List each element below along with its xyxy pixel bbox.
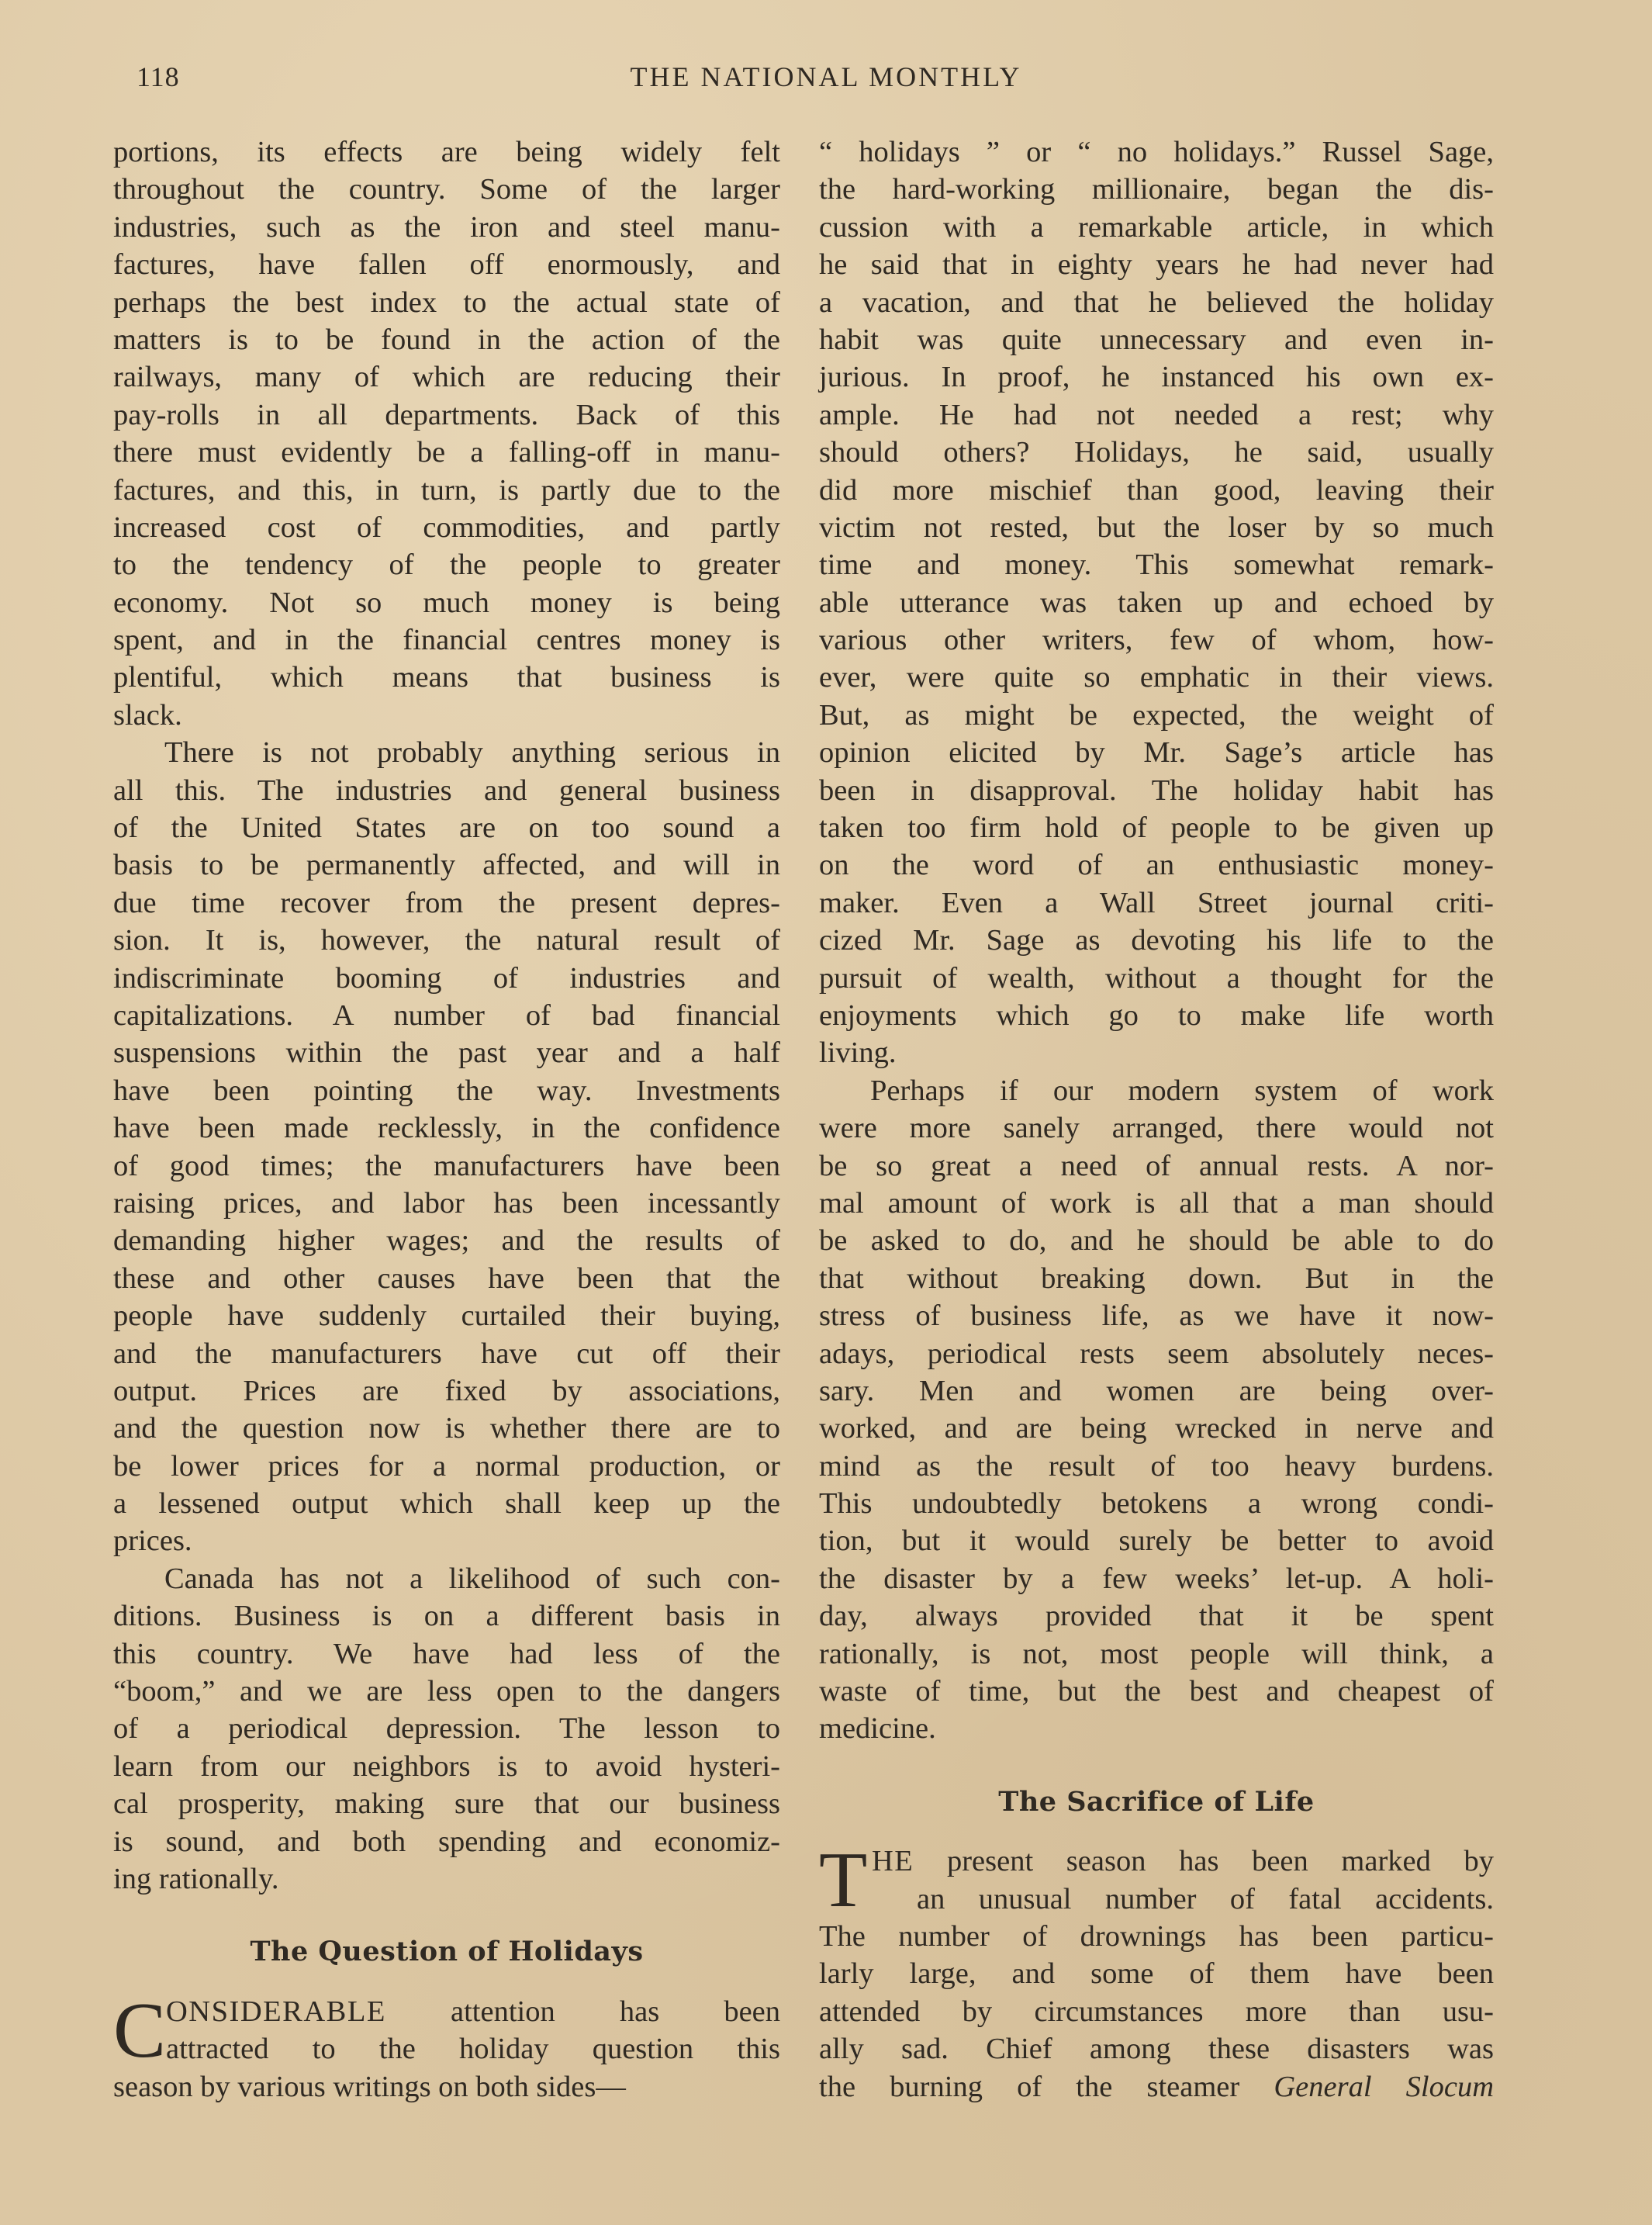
drop-cap: T bbox=[819, 1836, 868, 1925]
text-line: basis to be permanently affected, and will in bbox=[113, 849, 780, 882]
text-line: the disaster by a few weeks’ let-up. A holi- bbox=[819, 1562, 1494, 1595]
text-line: “boom,” and we are less open to the dangers bbox=[113, 1675, 780, 1708]
text-line: jurious. In proof, he instanced his own ex- bbox=[819, 361, 1494, 394]
text-line: ample. He had not needed a rest; why bbox=[819, 398, 1494, 431]
text-line: tion, but it would surely be better to avoid bbox=[819, 1524, 1494, 1558]
text-line: larly large, and some of them have been bbox=[819, 1957, 1494, 1991]
text-line: habit was quite unnecessary and even in- bbox=[819, 323, 1494, 356]
text-line: matters is to be found in the action of the bbox=[113, 323, 780, 356]
holidays-opening bbox=[113, 1986, 780, 2106]
text-line: all this. The industries and general business bbox=[113, 773, 780, 807]
text-line: that without breaking down. But in the bbox=[819, 1261, 1494, 1295]
text-line: ally sad. Chief among these disasters was bbox=[819, 2033, 1494, 2066]
text-line: people have suddenly curtailed their buying, bbox=[113, 1299, 780, 1333]
page-number: 118 bbox=[137, 61, 180, 92]
text-line: have been made recklessly, in the confidence bbox=[113, 1112, 780, 1145]
text-line: But, as might be expected, the weight of bbox=[819, 698, 1494, 732]
text-line: indiscriminate booming of industries and bbox=[113, 961, 780, 995]
text-line: opinion elicited by Mr. Sage’s article has bbox=[819, 736, 1494, 770]
text-line: increased cost of commodities, and partly bbox=[113, 510, 780, 544]
text-line: been in disapproval. The holiday habit has bbox=[819, 773, 1494, 807]
left-column bbox=[113, 133, 780, 2106]
text-line: pay-rolls in all departments. Back of this bbox=[113, 398, 780, 431]
text-line: plentiful, which means that business is bbox=[113, 661, 780, 694]
text-line: these and other causes have been that the bbox=[113, 1261, 780, 1295]
text-line: factures, have fallen off enormously, and bbox=[113, 248, 780, 282]
text-line: There is not probably anything serious in bbox=[164, 736, 780, 770]
text-line: sion. It is, however, the natural result of bbox=[113, 924, 780, 957]
text-line: suspensions within the past year and a half bbox=[113, 1036, 780, 1070]
ship-name: General Slocum bbox=[1274, 2070, 1495, 2103]
text-line: and the question now is whether there are to bbox=[113, 1412, 780, 1445]
text-line: have been pointing the way. Investments bbox=[113, 1074, 780, 1107]
text-line: taken too firm hold of people to be given up bbox=[819, 811, 1494, 845]
text-line: stress of business life, as we have it now- bbox=[819, 1299, 1494, 1333]
text-line: worked, and are being wrecked in nerve and bbox=[819, 1412, 1494, 1445]
text-line: ONSIDERABLE attention has been bbox=[166, 1995, 780, 2028]
text-line: is sound, and both spending and economiz- bbox=[113, 1825, 780, 1858]
text-line: ever, were quite so emphatic in their views. bbox=[819, 661, 1494, 694]
section-heading-holidays: The Question of Holidays bbox=[250, 1936, 644, 1968]
text-line: various other writers, few of whom, how- bbox=[819, 624, 1494, 657]
text-line: of a periodical depression. The lesson to bbox=[113, 1712, 780, 1746]
text-line: attended by circumstances more than usu- bbox=[819, 1995, 1494, 2028]
text-line: medicine. bbox=[819, 1712, 936, 1746]
text-line: pursuit of wealth, without a thought for the bbox=[819, 961, 1494, 995]
text-line: Canada has not a likelihood of such con- bbox=[164, 1562, 780, 1595]
text-line: perhaps the best index to the actual state of bbox=[113, 285, 780, 319]
text-line: he said that in eighty years he had never had bbox=[819, 248, 1494, 282]
text-line: railways, many of which are reducing their bbox=[113, 361, 780, 394]
text-line: spent, and in the financial centres money is bbox=[113, 624, 780, 657]
text-line: cized Mr. Sage as devoting his life to the bbox=[819, 924, 1494, 957]
text-line: mind as the result of too heavy burdens. bbox=[819, 1449, 1494, 1483]
text-line: and the manufacturers have cut off their bbox=[113, 1337, 780, 1370]
text-line: factures, and this, in turn, is partly due to the bbox=[113, 473, 780, 507]
text-line: enjoyments which go to make life worth bbox=[819, 998, 1494, 1032]
drop-cap: C bbox=[113, 1986, 167, 2074]
text-line: rationally, is not, most people will think, a bbox=[819, 1637, 1494, 1670]
text-line: of the United States are on too sound a bbox=[113, 811, 780, 845]
text-line: did more mischief than good, leaving their bbox=[819, 473, 1494, 507]
text-line: capitalizations. A number of bad financial bbox=[113, 998, 780, 1032]
text-line: waste of time, but the best and cheapest of bbox=[819, 1675, 1494, 1708]
text-line: able utterance was taken up and echoed by bbox=[819, 586, 1494, 619]
text-line: industries, such as the iron and steel manu- bbox=[113, 210, 780, 244]
text-line: The number of drownings has been particu- bbox=[819, 1919, 1494, 1953]
text-line: “ holidays ” or “ no holidays.” Russel Sage, bbox=[819, 136, 1494, 168]
running-title: THE NATIONAL MONTHLY bbox=[630, 61, 1022, 92]
section-heading-sacrifice: The Sacrifice of Life bbox=[998, 1785, 1315, 1818]
text-line: slack. bbox=[113, 698, 182, 732]
text-line: mal amount of work is all that a man should bbox=[819, 1186, 1494, 1220]
text-line: be asked to do, and he should be able to do bbox=[819, 1224, 1494, 1258]
text-line: Perhaps if our modern system of work bbox=[870, 1074, 1494, 1107]
paragraph-sacrifice bbox=[819, 1918, 1494, 2068]
text-line: of good times; the manufacturers have been bbox=[113, 1149, 780, 1182]
text-line: attracted to the holiday question this bbox=[166, 2033, 780, 2066]
text-line: the hard-working millionaire, began the dis- bbox=[819, 173, 1494, 206]
text-line: demanding higher wages; and the results of bbox=[113, 1224, 780, 1258]
text-line: living. bbox=[819, 1036, 897, 1070]
text-line: learn from our neighbors is to avoid hysteri- bbox=[113, 1749, 780, 1783]
paragraph-modern-work bbox=[819, 1072, 1494, 1748]
text-line: maker. Even a Wall Street journal criti- bbox=[819, 886, 1494, 919]
text-line: this country. We have had less of the bbox=[113, 1637, 780, 1670]
sacrifice-opening bbox=[819, 1836, 1495, 2106]
text-line: a vacation, and that he believed the holiday bbox=[819, 285, 1494, 319]
text-line: adays, periodical rests seem absolutely neces- bbox=[819, 1337, 1494, 1370]
text-line: economy. Not so much money is being bbox=[113, 586, 780, 619]
text-line: cussion with a remarkable article, in which bbox=[819, 210, 1494, 244]
paragraph-not-serious bbox=[113, 734, 780, 1560]
text-line: time and money. This somewhat remark- bbox=[819, 548, 1494, 582]
right-column bbox=[819, 133, 1494, 2106]
text-line: throughout the country. Some of the larger bbox=[113, 173, 780, 206]
text-line: the burning of the steamer General Slocum bbox=[819, 2070, 1495, 2103]
text-line: prices. bbox=[113, 1524, 192, 1558]
paragraph-canada bbox=[113, 1560, 780, 1898]
paragraph-business-decline bbox=[113, 133, 780, 734]
text-line: cal prosperity, making sure that our business bbox=[113, 1787, 780, 1821]
text-line: an unusual number of fatal accidents. bbox=[917, 1882, 1494, 1915]
text-line: there must evidently be a falling-off in manu- bbox=[113, 436, 780, 469]
text-line: were more sanely arranged, there would not bbox=[819, 1112, 1494, 1145]
text-line: This undoubtedly betokens a wrong condi- bbox=[819, 1487, 1494, 1521]
text-line: portions, its effects are being widely felt bbox=[113, 136, 780, 168]
text-line: due time recover from the present depres- bbox=[113, 886, 780, 919]
text-line: to the tendency of the people to greater bbox=[113, 548, 780, 582]
text-line: be lower prices for a normal production, or bbox=[113, 1449, 780, 1483]
text-line: sary. Men and women are being over- bbox=[819, 1374, 1494, 1407]
text-line: a lessened output which shall keep up the bbox=[113, 1487, 780, 1521]
text-line: victim not rested, but the loser by so much bbox=[819, 510, 1494, 544]
paragraph-holidays-debate bbox=[819, 133, 1494, 1072]
text-line: season by various writings on both sides— bbox=[113, 2070, 626, 2103]
text-line: ing rationally. bbox=[113, 1862, 279, 1895]
text-line: raising prices, and labor has been incessantly bbox=[113, 1186, 780, 1220]
text-line: day, always provided that it be spent bbox=[819, 1600, 1494, 1633]
text-line: HE present season has been marked by bbox=[872, 1845, 1494, 1878]
text-line: ditions. Business is on a different basis in bbox=[113, 1600, 780, 1633]
text-line: on the word of an enthusiastic money- bbox=[819, 849, 1494, 882]
text-line: should others? Holidays, he said, usually bbox=[819, 436, 1494, 469]
text-line: be so great a need of annual rests. A nor- bbox=[819, 1149, 1494, 1182]
text-line: output. Prices are fixed by associations, bbox=[113, 1374, 780, 1407]
